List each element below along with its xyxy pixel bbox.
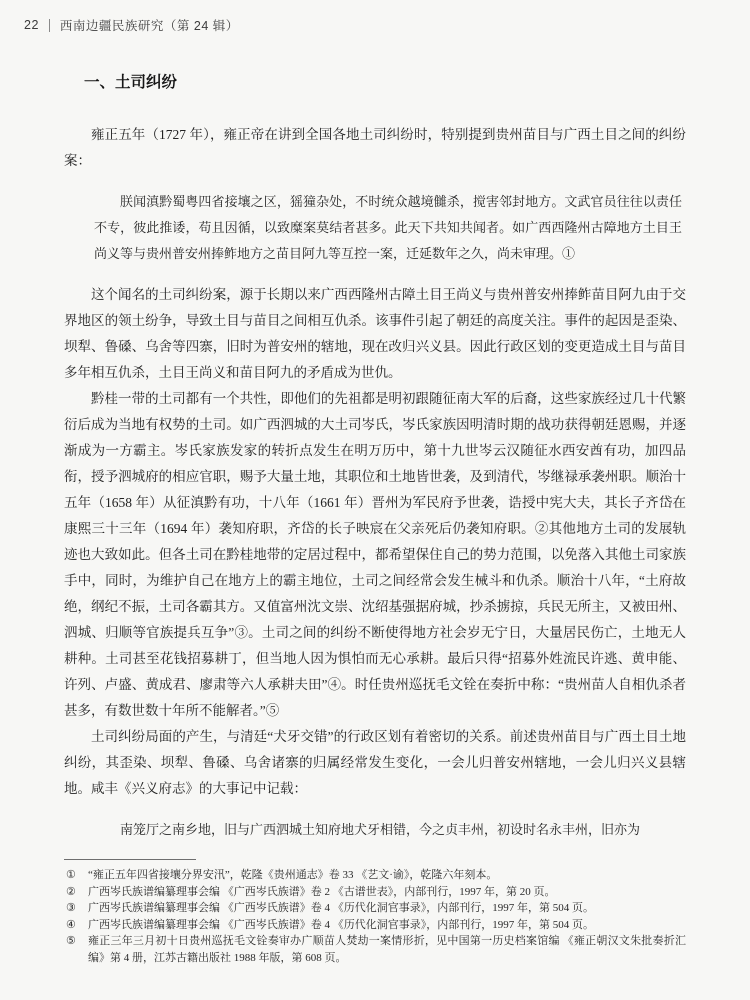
footnote-marker: ② <box>66 885 76 898</box>
footnote-item <box>64 917 686 934</box>
page-number: 22 <box>24 18 39 32</box>
paragraph-4: 土司纠纷局面的产生，与清廷“犬牙交错”的行政区划有着密切的关系。前述贵州苗目与广西土目土地纠纷，其歪染、坝犁、鲁磉、乌舍诸寨的归属经常发生变化，一会儿归普安州辖地，一会儿归兴义县辖地。咸丰《兴义府志》的大事记中记载： <box>64 729 686 796</box>
footnote-marker: ④ <box>66 918 76 931</box>
footnote-item <box>64 933 686 966</box>
header-divider <box>49 19 50 32</box>
footnote-item <box>64 884 686 901</box>
paragraph-2: 这个闻名的土司纠纷案，源于长期以来广西西隆州古障土目王尚义与贵州普安州捧鲊苗目阿九由于交界地区的领土纷争，导致土目与苗目之间相互仇杀。该事件引起了朝廷的高度关注。事件的起因是歪染、坝犁、鲁磉、乌舍等四寨，旧时为普安州的辖地，现在改归兴义县。因此行政区划的变更造成土目与苗目多年相互仇杀，土目王尚义和苗目阿九的矛盾成为世仇。 <box>64 287 686 380</box>
running-title: 西南边疆民族研究（第 24 辑） <box>59 19 239 33</box>
section-title: 一、土司纠纷 <box>84 74 178 91</box>
footnote-text: 广西岑氏族谱编纂理事会编 《广西岑氏族谱》卷 4 《历代化洞官事录》，内部刊行，1997 年，第 504 页。 <box>88 918 594 931</box>
running-header <box>24 16 239 34</box>
footnote-marker: ① <box>66 869 76 881</box>
block-quote-edict: 朕闻滇黔蜀粤四省接壤之区，猺獞杂处，不时统众越境雠杀，搅害邻封地方。文武官员往往以责任不专，彼此推诿，苟且因循，以致糜案莫结者甚多。此天下共知共闻者。如广西西隆州古障地方土目王尚义等与贵州普安州捧鲊地方之苗目阿九等互控一案，迁延数年之久，尚未审理。① <box>94 194 682 261</box>
footnote-item <box>64 867 686 884</box>
footnote-text: “雍正五年四省接壤分界安汛”，乾隆《贵州通志》卷 33 《艺文·谕》，乾隆六年刻本。 <box>88 869 498 881</box>
paragraph-3: 黔桂一带的土司都有一个共性，即他们的先祖都是明初跟随征南大军的后裔，这些家族经过几十代繁衍后成为当地有权势的土司。如广西泗城的大土司岑氏，岑氏家族因明清时期的战功获得朝廷恩赐，并逐渐成为一方霸主。岑氏家族发家的转折点发生在明万历中，第十九世岑云汉随征水西安酋有功，加四品衔，授予泗城府的相应官职，赐予大量土地，其职位和土地皆世袭，及到清代，岑继禄承袭州职。顺治十五年（1658 年）从征滇黔有功，十八年（1661 年）晋州为军民府予世袭，诰授中宪大夫，其长子齐岱在康熙三十三年（1694 年）袭知府职，齐岱的长子映宸在父亲死后仍袭知府职。②其他地方土司的发展轨迹也大致如此。但各土司在黔桂地带的定居过程中，都希望保住自己的势力范围，以免落入其他土司家族手中，同时，为维护自己在地方上的霸主地位，土司之间经常会发生械斗和仇杀。顺治十八年，“土府故绝，纲纪不振，土司各霸其方。又值富州沈文崇、沈绍基强据府城，抄杀掳掠，兵民无所主，又被田州、泗城、归顺等官族提兵互争”③。土司之间的纠纷不断使得地方社会岁无宁日，大量居民伤亡，土地无人耕种。土司甚至花钱招募耕丁，但当地人因为惧怕而无心承耕。最后只得“招募外姓流民许逃、黄申能、许列、卢盛、黄成君、廖肃等六人承耕夫田”④。时任贵州巡抚毛文铨在奏折中称：“贵州苗人自相仇杀者甚多，有数世数十年所不能解者。”⑤ <box>64 391 686 718</box>
footnote-text: 广西岑氏族谱编纂理事会编 《广西岑氏族谱》卷 2 《古谱世表》，内部刊行，1997 年，第 20 页。 <box>88 885 556 898</box>
footnote-marker: ⑤ <box>66 935 76 947</box>
block-quote-gazetteer: 南笼厅之南乡地，旧与广西泗城土知府地犬牙相错，今之贞丰州，初设时名永丰州，旧亦为 <box>120 822 641 837</box>
footnote-text: 广西岑氏族谱编纂理事会编 《广西岑氏族谱》卷 4 《历代化洞官事录》，内部刊行，1997 年，第 504 页。 <box>88 902 594 914</box>
footnote-text: 雍正三年三月初十日贵州巡抚毛文铨奏审办广顺苗人焚劫一案情形折，见中国第一历史档案馆编 《雍正朝汉文朱批奏折汇编》第 4 册，江苏古籍出版社 1988 年版，第 608 页。 <box>88 935 686 964</box>
footnote-list <box>64 867 686 966</box>
footnote-divider <box>64 859 196 860</box>
footnote-marker: ③ <box>66 902 76 914</box>
footnote-item <box>64 900 686 917</box>
paragraph-1: 雍正五年（1727 年），雍正帝在讲到全国各地土司纠纷时，特别提到贵州苗目与广西土目之间的纠纷案： <box>64 127 686 168</box>
